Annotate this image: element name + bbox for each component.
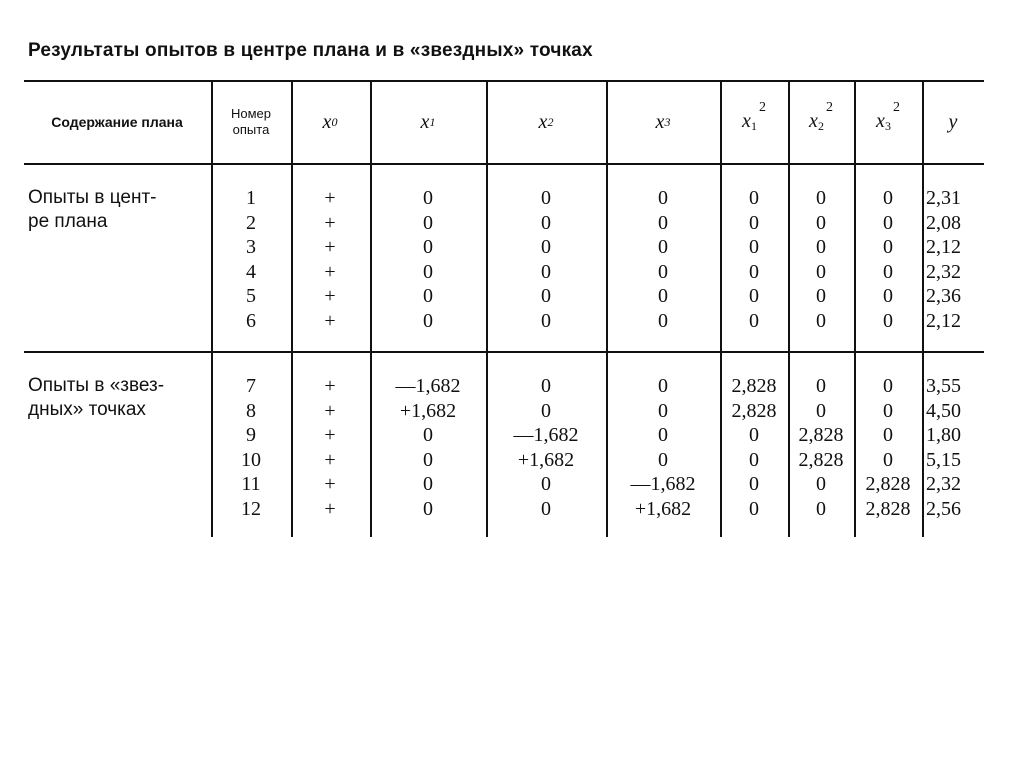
cell-x2sq: 0 (816, 399, 826, 422)
group-label: Опыты в «звез- дных» точках (28, 375, 165, 420)
cell-x3: 0 (658, 375, 668, 397)
cell-x1: 0 (423, 211, 433, 234)
cell-x0: + (324, 399, 336, 422)
cell-n: 4 (246, 260, 256, 283)
cell-x1sq: 0 (749, 309, 759, 332)
cell-x2: +1,682 (517, 448, 575, 471)
cell-x1sq: 0 (749, 448, 759, 471)
cell-x3: 0 (658, 424, 668, 446)
cell-y: 2,12 (926, 236, 961, 258)
cell-n: 3 (246, 236, 256, 258)
cell-x2: —1,682 (513, 424, 579, 446)
cell-y: 2,12 (926, 309, 961, 332)
header-x2-squared: $x_2$ 2 (809, 100, 833, 133)
cell-x3sq: 0 (883, 236, 893, 258)
cell-n: 7 (246, 375, 256, 397)
header-x0: x 0 (322, 110, 338, 133)
header-x3: x 3 (655, 110, 671, 133)
cell-x1: —1,682 (395, 375, 461, 397)
cell-n: 11 (241, 473, 261, 495)
cell-x2sq: 0 (816, 473, 826, 495)
cell-x0: + (324, 497, 336, 520)
header-bottom-rule (24, 163, 984, 165)
cell-y: 1,80 (926, 424, 961, 446)
cell-x0: + (324, 309, 336, 332)
cell-x3sq: 0 (883, 399, 893, 422)
cell-x1sq: 0 (749, 187, 759, 209)
cell-x2sq: 2,828 (798, 424, 844, 446)
cell-n: 8 (246, 399, 256, 422)
cell-x2sq: 0 (816, 260, 826, 283)
cell-x1: 0 (423, 309, 433, 332)
cell-x3sq: 0 (883, 448, 893, 471)
cell-x0: + (324, 211, 336, 234)
cell-x3: 0 (658, 211, 668, 234)
cell-x0: + (324, 424, 336, 446)
cell-x2: 0 (541, 285, 551, 307)
cell-x1sq: 0 (749, 473, 759, 495)
cell-x1: 0 (423, 236, 433, 258)
cell-x1sq: 0 (749, 285, 759, 307)
cell-n: 10 (241, 448, 261, 471)
cell-x2sq: 0 (816, 285, 826, 307)
cell-x3: 0 (658, 448, 668, 471)
header-x1-squared: $x_1$ 2 (742, 100, 766, 133)
cell-x1: 0 (423, 187, 433, 209)
cell-x2sq: 0 (816, 497, 826, 520)
cell-x0: + (324, 473, 336, 495)
cell-x0: + (324, 375, 336, 397)
header-y: y (948, 110, 958, 133)
cell-x3sq: 0 (883, 260, 893, 283)
header-number: Номер опыта (230, 106, 271, 137)
cell-x1sq: 0 (749, 424, 759, 446)
cell-x1sq: 2,828 (731, 375, 777, 397)
cell-x2sq: 0 (816, 187, 826, 209)
cell-x1sq: 0 (749, 211, 759, 234)
cell-y: 2,32 (926, 473, 961, 495)
cell-x3sq: 2,828 (865, 497, 911, 520)
cell-y: 3,55 (926, 375, 961, 397)
cell-x3sq: 2,828 (865, 473, 911, 495)
cell-x0: + (324, 260, 336, 283)
header-x1: x 1 (420, 110, 436, 133)
cell-x1sq: 0 (749, 236, 759, 258)
cell-y: 2,31 (926, 187, 961, 209)
cell-x3: —1,682 (630, 473, 696, 495)
cell-x2: 0 (541, 473, 551, 495)
cell-x2: 0 (541, 187, 551, 209)
cell-x2sq: 2,828 (798, 448, 844, 471)
cell-y: 4,50 (926, 399, 961, 422)
cell-x3sq: 0 (883, 187, 893, 209)
header-plan: Содержание плана (51, 114, 183, 130)
group-label: Опыты в цент- ре плана (28, 187, 157, 232)
cell-x1: 0 (423, 448, 433, 471)
cell-x2sq: 0 (816, 236, 826, 258)
cell-x3sq: 0 (883, 309, 893, 332)
cell-n: 2 (246, 211, 256, 234)
cell-x2: 0 (541, 497, 551, 520)
cell-n: 5 (246, 285, 256, 307)
header-x3-squared: $x_3$ 2 (876, 100, 900, 133)
cell-x0: + (324, 285, 336, 307)
cell-x3: 0 (658, 285, 668, 307)
cell-x1: +1,682 (399, 399, 457, 422)
cell-x1sq: 0 (749, 260, 759, 283)
cell-y: 2,08 (926, 211, 961, 234)
cell-x2sq: 0 (816, 309, 826, 332)
cell-x3sq: 0 (883, 375, 893, 397)
cell-x1: 0 (423, 285, 433, 307)
cell-x0: + (324, 187, 336, 209)
cell-x1: 0 (423, 497, 433, 520)
cell-x3: 0 (658, 309, 668, 332)
cell-x1: 0 (423, 473, 433, 495)
cell-x3: 0 (658, 236, 668, 258)
cell-y: 2,56 (926, 497, 961, 520)
cell-x2: 0 (541, 260, 551, 283)
cell-x1: 0 (423, 260, 433, 283)
cell-x2: 0 (541, 375, 551, 397)
cell-x1sq: 0 (749, 497, 759, 520)
cell-x2sq: 0 (816, 375, 826, 397)
cell-x3sq: 0 (883, 211, 893, 234)
cell-x0: + (324, 448, 336, 471)
cell-n: 12 (241, 497, 261, 520)
cell-x2: 0 (541, 309, 551, 332)
cell-x2: 0 (541, 236, 551, 258)
cell-x3: +1,682 (634, 497, 692, 520)
cell-x3sq: 0 (883, 285, 893, 307)
cell-x3: 0 (658, 399, 668, 422)
header-x2: x 2 (538, 110, 554, 133)
cell-x3: 0 (658, 260, 668, 283)
cell-x0: + (324, 236, 336, 258)
cell-x2: 0 (541, 399, 551, 422)
cell-x1: 0 (423, 424, 433, 446)
cell-n: 9 (246, 424, 256, 446)
cell-y: 2,32 (926, 260, 961, 283)
table-title: Результаты опытов в центре плана и в «звездных» точках (28, 40, 593, 61)
cell-x2: 0 (541, 211, 551, 234)
cell-n: 1 (246, 187, 256, 209)
cell-x1sq: 2,828 (731, 399, 777, 422)
cell-y: 5,15 (926, 448, 961, 471)
cell-x3sq: 0 (883, 424, 893, 446)
cell-y: 2,36 (926, 285, 961, 307)
cell-x3: 0 (658, 187, 668, 209)
cell-x2sq: 0 (816, 211, 826, 234)
cell-n: 6 (246, 309, 256, 332)
group-separator-rule (24, 351, 984, 353)
